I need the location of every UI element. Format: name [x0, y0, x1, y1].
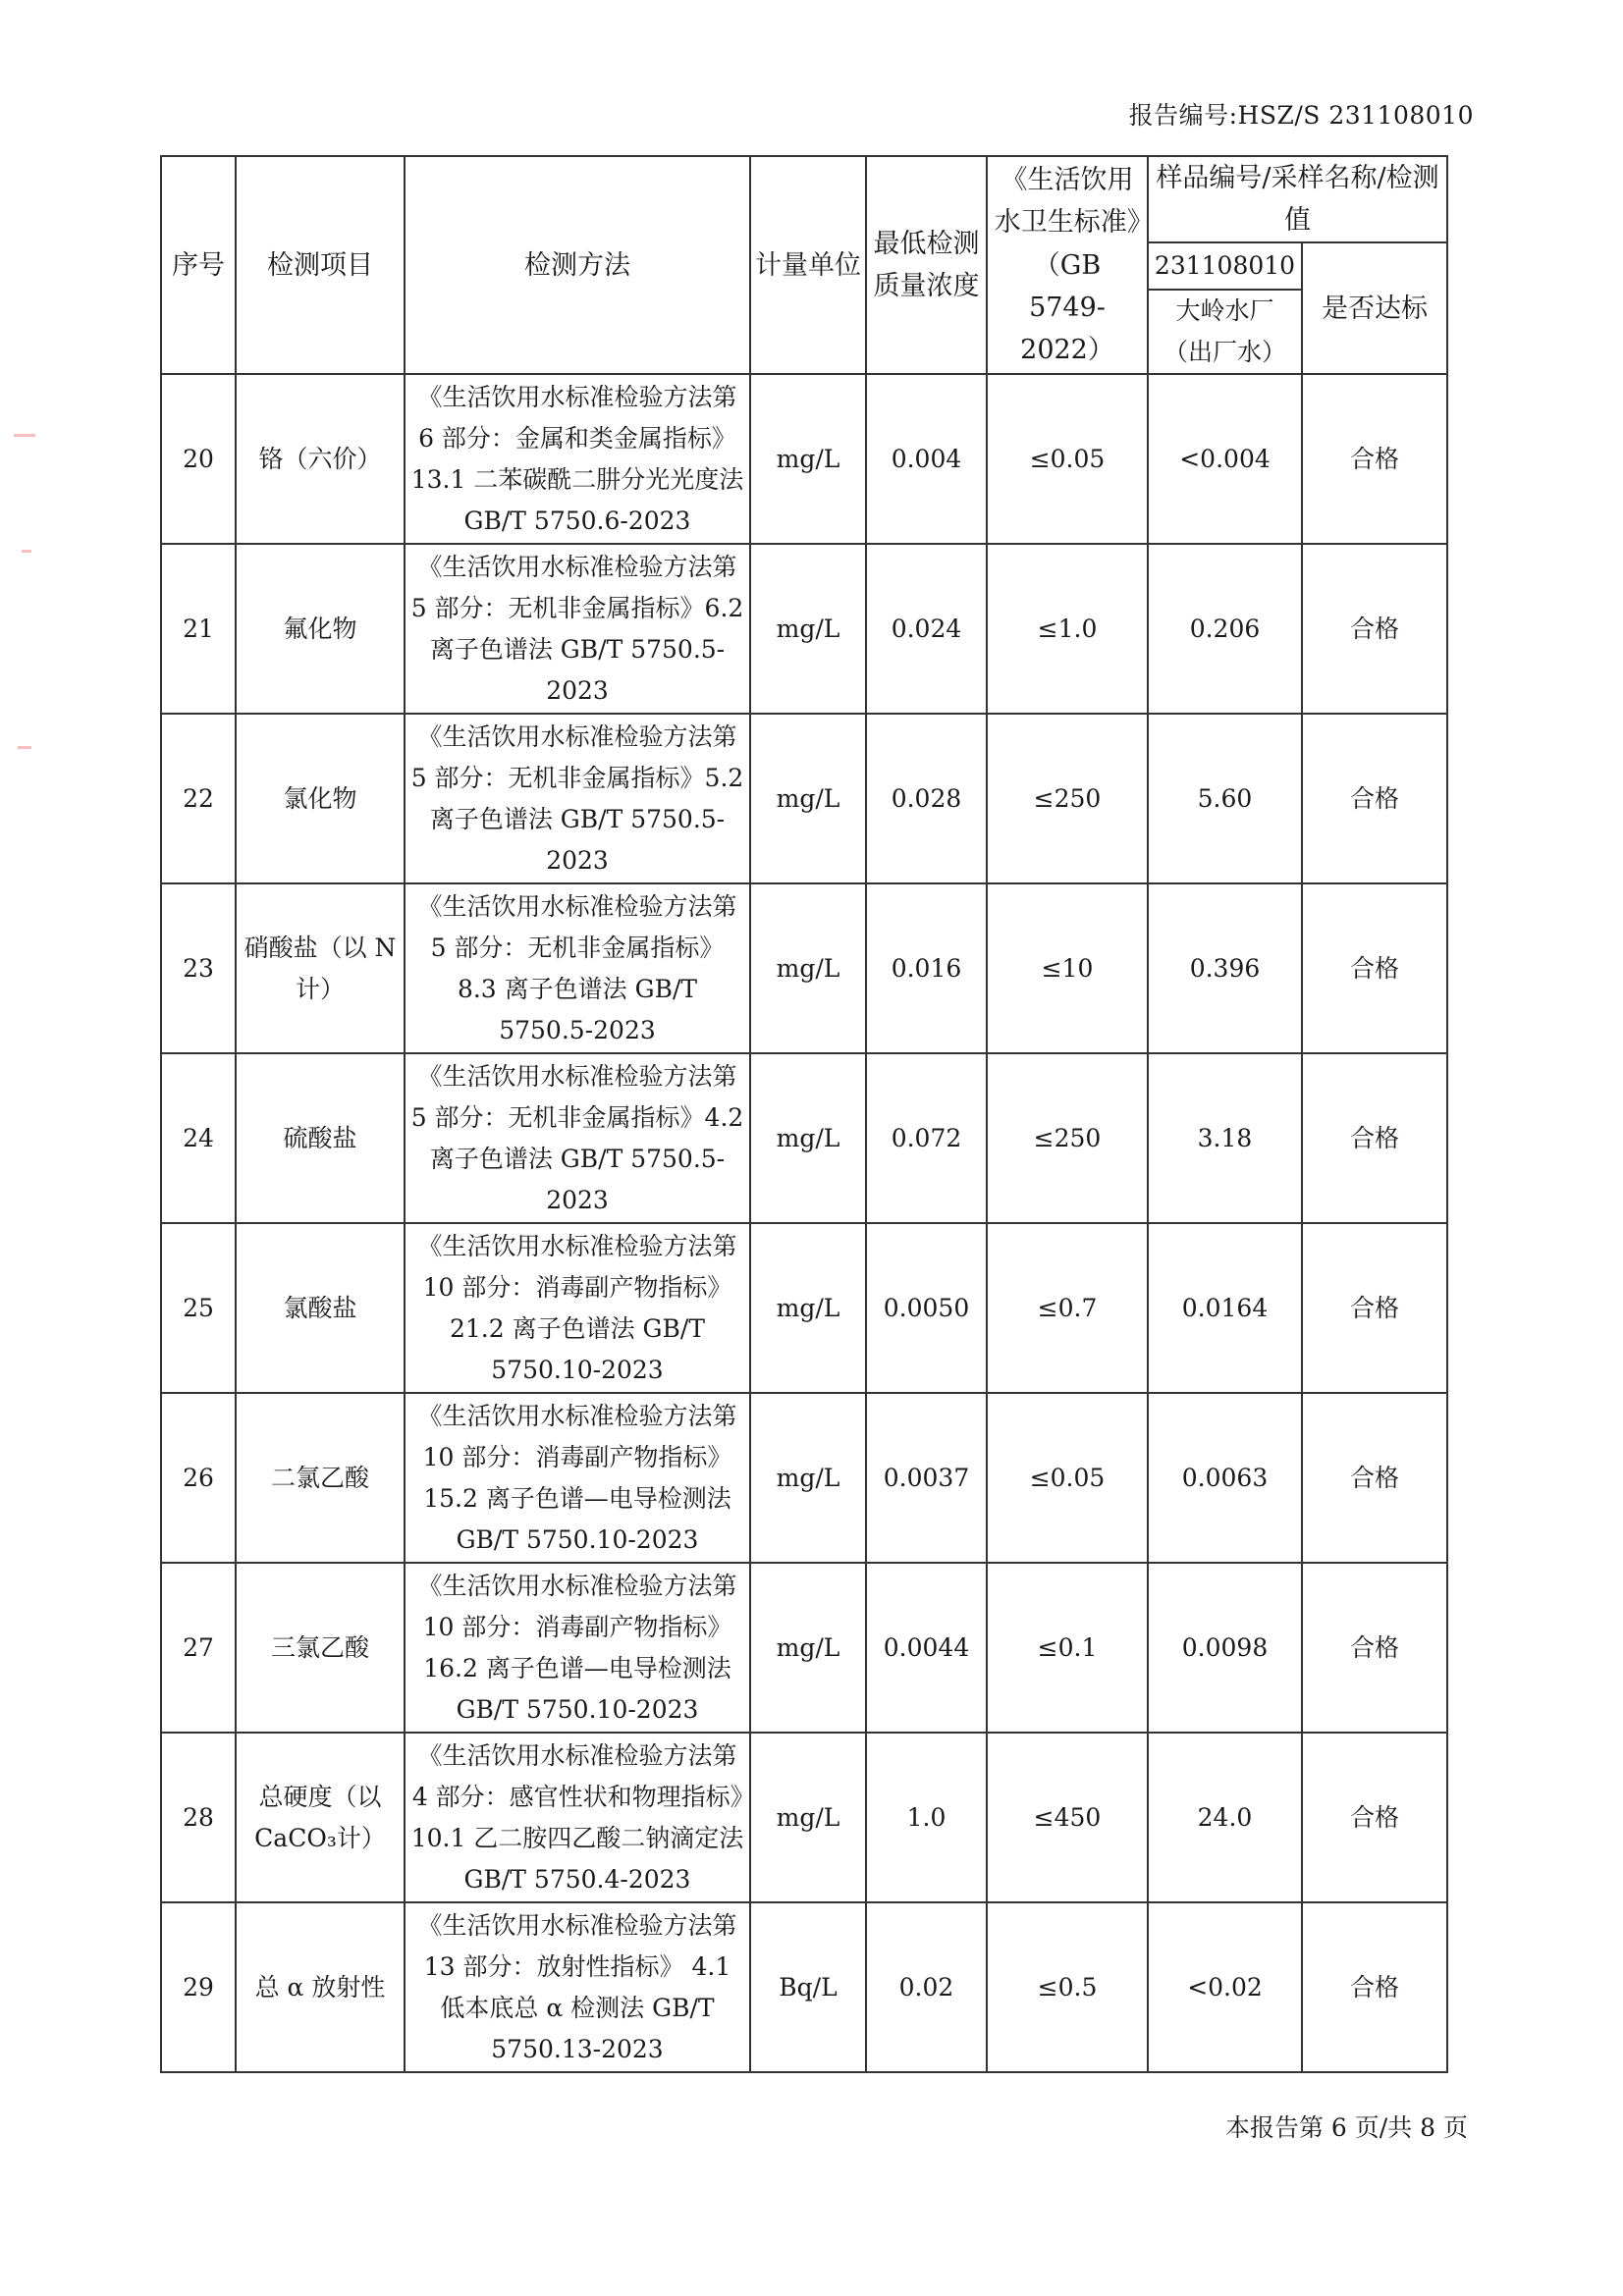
item-cell: 铬（六价） — [236, 374, 405, 544]
min-conc-cell: 0.0037 — [866, 1393, 987, 1563]
item-cell: 总 α 放射性 — [236, 1902, 405, 2072]
scan-mark — [14, 434, 35, 437]
value-cell: 0.0098 — [1148, 1563, 1302, 1733]
value-cell: <0.004 — [1148, 374, 1302, 544]
method-cell: 《生活饮用水标准检验方法第 4 部分：感官性状和物理指标》10.1 乙二胺四乙酸二钠滴定法 GB/T 5750.4-2023 — [405, 1733, 750, 1902]
result-cell: 合格 — [1302, 544, 1447, 714]
unit-cell: mg/L — [750, 1053, 866, 1223]
limit-cell: ≤450 — [987, 1733, 1148, 1902]
table-row — [161, 1393, 1447, 1563]
result-cell: 合格 — [1302, 1393, 1447, 1563]
item-cell: 总硬度（以 CaCO₃计） — [236, 1733, 405, 1902]
scan-mark — [18, 746, 31, 749]
seq-cell: 25 — [161, 1223, 236, 1393]
table-row — [161, 883, 1447, 1053]
limit-cell: ≤0.5 — [987, 1902, 1148, 2072]
value-cell: 3.18 — [1148, 1053, 1302, 1223]
item-cell: 二氯乙酸 — [236, 1393, 405, 1563]
col-header-min-conc: 最低检测质量浓度 — [866, 156, 987, 374]
min-conc-cell: 0.004 — [866, 374, 987, 544]
unit-cell: mg/L — [750, 1223, 866, 1393]
seq-cell: 20 — [161, 374, 236, 544]
seq-cell: 24 — [161, 1053, 236, 1223]
table-row — [161, 374, 1447, 544]
col-header-sample-id: 231108010 — [1148, 242, 1302, 290]
limit-cell: ≤0.05 — [987, 1393, 1148, 1563]
unit-cell: mg/L — [750, 544, 866, 714]
limit-cell: ≤250 — [987, 714, 1148, 883]
seq-cell: 29 — [161, 1902, 236, 2072]
method-cell: 《生活饮用水标准检验方法第 5 部分：无机非金属指标》5.2 离子色谱法 GB/T 5750.5-2023 — [405, 714, 750, 883]
min-conc-cell: 0.02 — [866, 1902, 987, 2072]
value-cell: <0.02 — [1148, 1902, 1302, 2072]
test-results-table — [160, 155, 1448, 2073]
limit-cell: ≤0.7 — [987, 1223, 1148, 1393]
method-cell: 《生活饮用水标准检验方法第 13 部分：放射性指标》 4.1 低本底总 α 检测法 GB/T 5750.13-2023 — [405, 1902, 750, 2072]
result-cell: 合格 — [1302, 883, 1447, 1053]
value-cell: 0.206 — [1148, 544, 1302, 714]
min-conc-cell: 0.024 — [866, 544, 987, 714]
table-row — [161, 1223, 1447, 1393]
seq-cell: 21 — [161, 544, 236, 714]
result-cell: 合格 — [1302, 374, 1447, 544]
method-cell: 《生活饮用水标准检验方法第 5 部分：无机非金属指标》6.2 离子色谱法 GB/T 5750.5-2023 — [405, 544, 750, 714]
seq-cell: 28 — [161, 1733, 236, 1902]
result-cell: 合格 — [1302, 714, 1447, 883]
item-cell: 硝酸盐（以 N 计） — [236, 883, 405, 1053]
result-cell: 合格 — [1302, 1223, 1447, 1393]
unit-cell: mg/L — [750, 714, 866, 883]
result-cell: 合格 — [1302, 1563, 1447, 1733]
method-cell: 《生活饮用水标准检验方法第 6 部分：金属和类金属指标》13.1 二苯碳酰二肼分光光度法 GB/T 5750.6-2023 — [405, 374, 750, 544]
unit-cell: mg/L — [750, 883, 866, 1053]
item-cell: 氟化物 — [236, 544, 405, 714]
table-row — [161, 544, 1447, 714]
report-number: 报告编号:HSZ/S 231108010 — [1128, 101, 1474, 130]
table-row — [161, 1563, 1447, 1733]
limit-cell: ≤0.05 — [987, 374, 1148, 544]
col-header-unit: 计量单位 — [750, 156, 866, 374]
result-cell: 合格 — [1302, 1733, 1447, 1902]
min-conc-cell: 1.0 — [866, 1733, 987, 1902]
table-body — [161, 374, 1447, 2072]
method-cell: 《生活饮用水标准检验方法第 10 部分：消毒副产物指标》21.2 离子色谱法 GB/T 5750.10-2023 — [405, 1223, 750, 1393]
value-cell: 0.0164 — [1148, 1223, 1302, 1393]
item-cell: 硫酸盐 — [236, 1053, 405, 1223]
table-row — [161, 1733, 1447, 1902]
method-cell: 《生活饮用水标准检验方法第 10 部分：消毒副产物指标》 15.2 离子色谱—电导检测法 GB/T 5750.10-2023 — [405, 1393, 750, 1563]
limit-cell: ≤0.1 — [987, 1563, 1148, 1733]
seq-cell: 23 — [161, 883, 236, 1053]
limit-cell: ≤250 — [987, 1053, 1148, 1223]
scan-mark — [22, 550, 31, 553]
method-cell: 《生活饮用水标准检验方法第 5 部分：无机非金属指标》 8.3 离子色谱法 GB/T 5750.5-2023 — [405, 883, 750, 1053]
unit-cell: Bq/L — [750, 1902, 866, 2072]
col-header-seq: 序号 — [161, 156, 236, 374]
min-conc-cell: 0.016 — [866, 883, 987, 1053]
result-cell: 合格 — [1302, 1902, 1447, 2072]
value-cell: 0.396 — [1148, 883, 1302, 1053]
min-conc-cell: 0.028 — [866, 714, 987, 883]
col-header-sample-name: 大岭水厂（出厂水） — [1148, 290, 1302, 374]
unit-cell: mg/L — [750, 1733, 866, 1902]
min-conc-cell: 0.0044 — [866, 1563, 987, 1733]
limit-cell: ≤1.0 — [987, 544, 1148, 714]
table-row — [161, 1053, 1447, 1223]
value-cell: 24.0 — [1148, 1733, 1302, 1902]
col-header-method: 检测方法 — [405, 156, 750, 374]
result-cell: 合格 — [1302, 1053, 1447, 1223]
unit-cell: mg/L — [750, 1563, 866, 1733]
table-row — [161, 1902, 1447, 2072]
seq-cell: 22 — [161, 714, 236, 883]
unit-cell: mg/L — [750, 374, 866, 544]
col-header-sample-group: 样品编号/采样名称/检测值 — [1148, 156, 1447, 242]
limit-cell: ≤10 — [987, 883, 1148, 1053]
table-row — [161, 714, 1447, 883]
min-conc-cell: 0.0050 — [866, 1223, 987, 1393]
method-cell: 《生活饮用水标准检验方法第 10 部分：消毒副产物指标》 16.2 离子色谱—电导检测法 GB/T 5750.10-2023 — [405, 1563, 750, 1733]
seq-cell: 26 — [161, 1393, 236, 1563]
col-header-standard: 《生活饮用水卫生标准》（GB 5749-2022） — [987, 156, 1148, 374]
page-footer: 本报告第 6 页/共 8 页 — [1224, 2113, 1468, 2142]
value-cell: 0.0063 — [1148, 1393, 1302, 1563]
item-cell: 氯化物 — [236, 714, 405, 883]
value-cell: 5.60 — [1148, 714, 1302, 883]
min-conc-cell: 0.072 — [866, 1053, 987, 1223]
item-cell: 氯酸盐 — [236, 1223, 405, 1393]
unit-cell: mg/L — [750, 1393, 866, 1563]
col-header-item: 检测项目 — [236, 156, 405, 374]
col-header-compliance: 是否达标 — [1302, 242, 1447, 374]
seq-cell: 27 — [161, 1563, 236, 1733]
method-cell: 《生活饮用水标准检验方法第 5 部分：无机非金属指标》4.2 离子色谱法 GB/T 5750.5-2023 — [405, 1053, 750, 1223]
item-cell: 三氯乙酸 — [236, 1563, 405, 1733]
